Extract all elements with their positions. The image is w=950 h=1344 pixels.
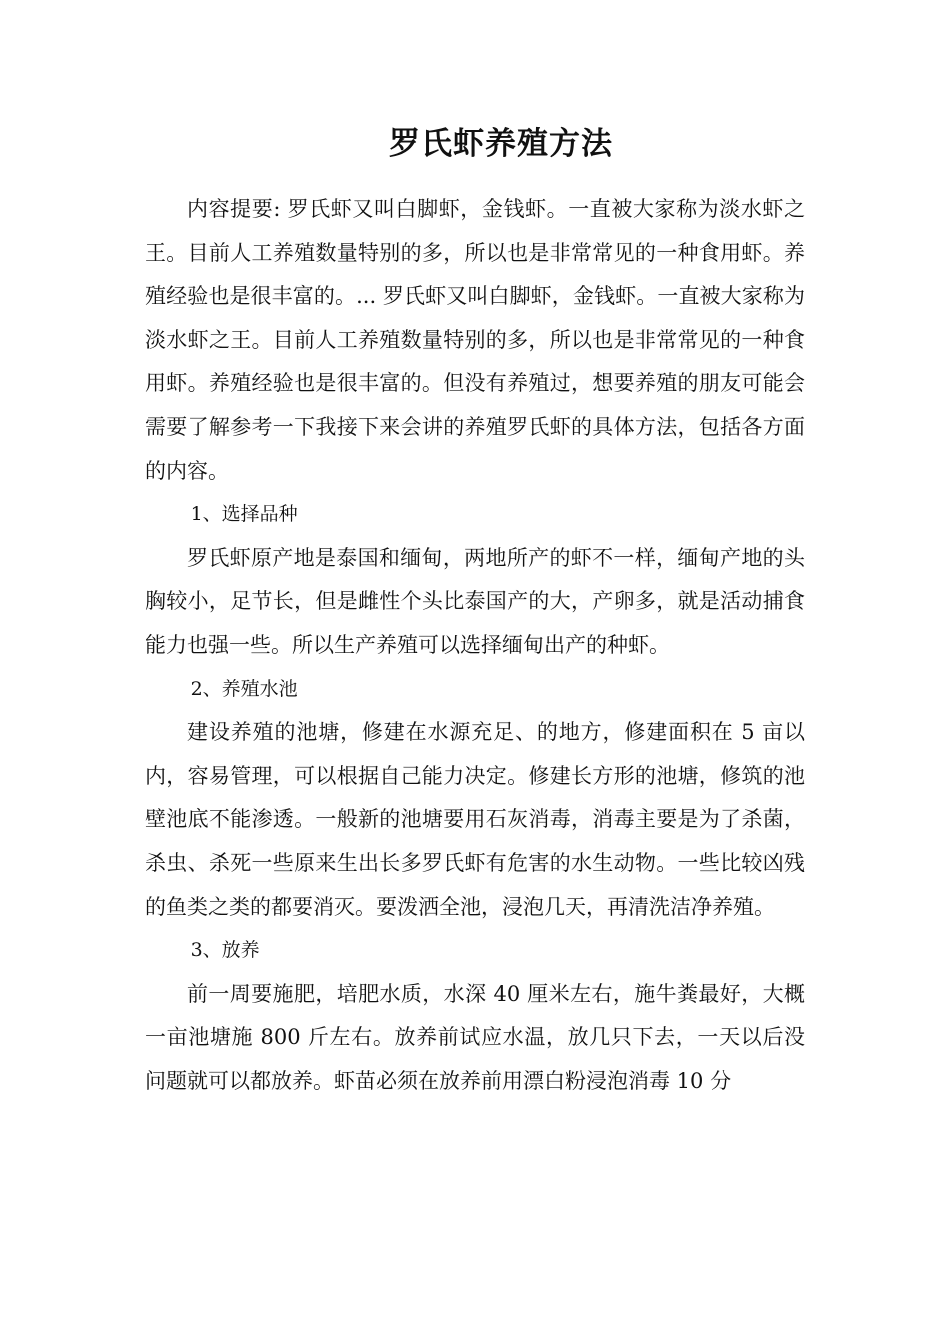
section-heading-pond: 2、养殖水池 — [190, 677, 298, 700]
section-heading-stocking: 3、放养 — [190, 939, 260, 962]
paragraph-pond: 建设养殖的池塘，修建在水源充足、的地方，修建面积在 5 亩以内，容易管理，可以根据自己能力决定。修建长方形的池塘，修筑的池壁池底不能渗透。一般新的池塘要用石灰消毒，消毒主要是为了杀菌，杀虫、杀死一些原来生出长多罗氏虾有危害的水生动物。一些比较凶残的鱼类之类的都要消灭。要泼洒全池，浸泡几天，再清洗洁净养殖。 — [145, 720, 805, 919]
document-body — [145, 120, 805, 1103]
intro-paragraph: 内容提要: 罗氏虾又叫白脚虾，金钱虾。一直被大家称为淡水虾之王。目前人工养殖数量特别的多，所以也是非常常见的一种食用虾。养殖经验也是很丰富的。... 罗氏虾又叫白脚虾，金钱虾。一直被大家称为淡水虾之王。目前人工养殖数量特别的多，所以也是非常常见的一种食用虾。养殖经验也是很丰富的。但没有养殖过，想要养殖的朋友可能会需要了解参考一下我接下来会讲的养殖罗氏虾的具体方法，包括各方面的内容。 — [145, 197, 805, 483]
paragraph-stocking: 前一周要施肥，培肥水质，水深 40 厘米左右，施牛粪最好，大概一亩池塘施 800 斤左右。放养前试应水温，放几只下去，一天以后没问题就可以都放养。虾苗必须在放养前用漂白粉浸泡消毒 10 分 — [145, 981, 805, 1093]
document-title: 罗氏虾养殖方法 — [389, 126, 613, 162]
paragraph-variety: 罗氏虾原产地是泰国和缅甸，两地所产的虾不一样，缅甸产地的头胸较小，足节长，但是雌性个头比泰国产的大，产卵多，就是活动捕食能力也强一些。所以生产养殖可以选择缅甸出产的种虾。 — [145, 545, 805, 657]
section-heading-variety: 1、选择品种 — [190, 503, 298, 526]
